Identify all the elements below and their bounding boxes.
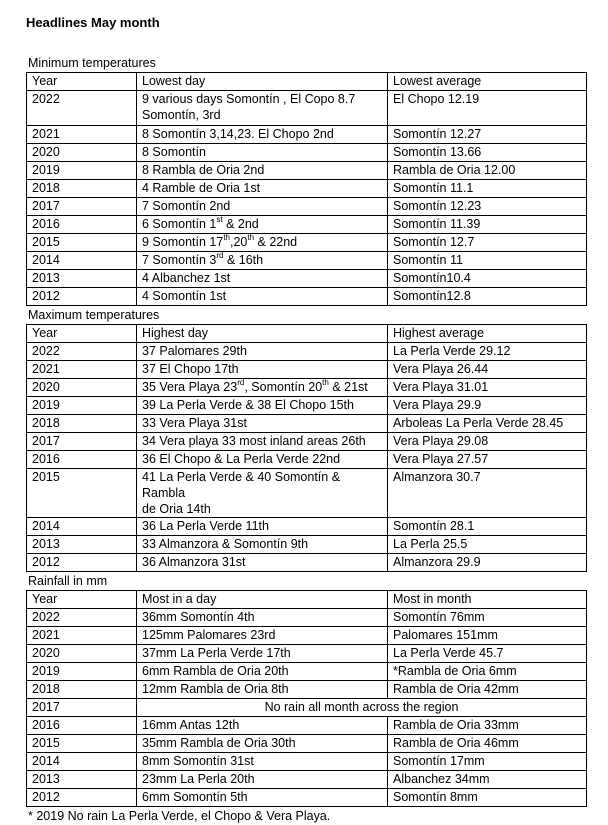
- average-cell: La Perla Verde 29.12: [388, 343, 587, 361]
- table-row: [27, 753, 587, 771]
- day-cell: 6 Somontín 1st & 2nd: [137, 216, 388, 234]
- table-row: [27, 451, 587, 469]
- merged-note-cell: No rain all month across the region: [137, 699, 587, 717]
- month-cell: Somontín 8mm: [388, 789, 587, 807]
- day-cell: 39 La Perla Verde & 38 El Chopo 15th: [137, 397, 388, 415]
- day-cell: 33 Almanzora & Somontín 9th: [137, 536, 388, 554]
- average-cell: Somontín 11: [388, 252, 587, 270]
- maximum-temperatures-heading: Maximum temperatures: [28, 308, 160, 322]
- average-cell: Rambla de Oria 12.00: [388, 162, 587, 180]
- year-cell: 2019: [27, 663, 137, 681]
- year-cell: 2018: [27, 415, 137, 433]
- day-cell: 37mm La Perla Verde 17th: [137, 645, 388, 663]
- day-cell: 33 Vera Playa 31st: [137, 415, 388, 433]
- day-cell: 8 Somontín 3,14,23. El Chopo 2nd: [137, 126, 388, 144]
- year-cell: 2014: [27, 252, 137, 270]
- footnote: * 2019 No rain La Perla Verde, el Chopo & Vera Playa.: [28, 809, 331, 823]
- year-cell: 2012: [27, 554, 137, 572]
- table-row: [27, 162, 587, 180]
- month-cell: Rambla de Oria 33mm: [388, 717, 587, 735]
- year-cell: 2016: [27, 216, 137, 234]
- table-row: [27, 717, 587, 735]
- day-cell: 37 El Chopo 17th: [137, 361, 388, 379]
- day-cell: 6mm Somontín 5th: [137, 789, 388, 807]
- year-cell: 2017: [27, 699, 137, 717]
- day-cell: 8mm Somontín 31st: [137, 753, 388, 771]
- day-cell: 9 Somontín 17th,20th & 22nd: [137, 234, 388, 252]
- table-row: [27, 699, 587, 717]
- day-cell: 36mm Somontín 4th: [137, 609, 388, 627]
- year-cell: 2022: [27, 343, 137, 361]
- day-cell: 8 Rambla de Oria 2nd: [137, 162, 388, 180]
- year-cell: 2017: [27, 198, 137, 216]
- year-cell: 2021: [27, 361, 137, 379]
- table-row: [27, 554, 587, 572]
- year-cell: 2015: [27, 735, 137, 753]
- header-cell: Year: [27, 591, 137, 609]
- average-cell: El Chopo 12.19: [388, 91, 587, 126]
- month-cell: Albanchez 34mm: [388, 771, 587, 789]
- day-cell: 9 various days Somontín , El Copo 8.7 Somontín, 3rd: [137, 91, 388, 126]
- header-cell: Year: [27, 73, 137, 91]
- header-cell: Highest average: [388, 325, 587, 343]
- average-cell: Somontín 12.27: [388, 126, 587, 144]
- day-cell: 36 El Chopo & La Perla Verde 22nd: [137, 451, 388, 469]
- table-row: [27, 288, 587, 306]
- year-cell: 2017: [27, 433, 137, 451]
- year-cell: 2015: [27, 469, 137, 518]
- average-cell: Vera Playa 29.9: [388, 397, 587, 415]
- header-cell: Highest day: [137, 325, 388, 343]
- average-cell: Somontín 13.66: [388, 144, 587, 162]
- day-cell: 36 La Perla Verde 11th: [137, 518, 388, 536]
- table-row: [27, 415, 587, 433]
- year-cell: 2022: [27, 609, 137, 627]
- table-row: [27, 609, 587, 627]
- page-title: Headlines May month: [26, 15, 160, 30]
- day-cell: 6mm Rambla de Oria 20th: [137, 663, 388, 681]
- year-cell: 2022: [27, 91, 137, 126]
- average-cell: Vera Playa 26.44: [388, 361, 587, 379]
- day-cell: 8 Somontín: [137, 144, 388, 162]
- table-header-row: [27, 591, 587, 609]
- header-cell: Lowest average: [388, 73, 587, 91]
- average-cell: Arboleas La Perla Verde 28.45: [388, 415, 587, 433]
- year-cell: 2013: [27, 536, 137, 554]
- maximum-temperatures-table: [26, 324, 587, 572]
- day-cell: 125mm Palomares 23rd: [137, 627, 388, 645]
- average-cell: La Perla 25.5: [388, 536, 587, 554]
- average-cell: Vera Playa 27.57: [388, 451, 587, 469]
- year-cell: 2020: [27, 645, 137, 663]
- table-row: [27, 216, 587, 234]
- table-row: [27, 91, 587, 126]
- year-cell: 2018: [27, 681, 137, 699]
- year-cell: 2020: [27, 379, 137, 397]
- table-row: [27, 518, 587, 536]
- average-cell: Somontín10.4: [388, 270, 587, 288]
- table-row: [27, 198, 587, 216]
- month-cell: Palomares 151mm: [388, 627, 587, 645]
- table-row: [27, 126, 587, 144]
- average-cell: Vera Playa 29.08: [388, 433, 587, 451]
- header-cell: Most in a day: [137, 591, 388, 609]
- year-cell: 2021: [27, 627, 137, 645]
- header-cell: Lowest day: [137, 73, 388, 91]
- month-cell: Somontín 17mm: [388, 753, 587, 771]
- table-row: [27, 361, 587, 379]
- table-header-row: [27, 73, 587, 91]
- year-cell: 2016: [27, 451, 137, 469]
- day-cell: 34 Vera playa 33 most inland areas 26th: [137, 433, 388, 451]
- day-cell: 16mm Antas 12th: [137, 717, 388, 735]
- average-cell: Almanzora 30.7: [388, 469, 587, 518]
- day-cell: 4 Albanchez 1st: [137, 270, 388, 288]
- year-cell: 2014: [27, 753, 137, 771]
- table-row: [27, 144, 587, 162]
- month-cell: La Perla Verde 45.7: [388, 645, 587, 663]
- day-cell: 7 Somontín 2nd: [137, 198, 388, 216]
- day-cell: 35mm Rambla de Oria 30th: [137, 735, 388, 753]
- average-cell: Vera Playa 31.01: [388, 379, 587, 397]
- day-cell: 4 Somontín 1st: [137, 288, 388, 306]
- average-cell: Somontín 12.23: [388, 198, 587, 216]
- table-row: [27, 379, 587, 397]
- year-cell: 2014: [27, 518, 137, 536]
- day-cell: 41 La Perla Verde & 40 Somontín & Rambla de Oria 14th: [137, 469, 388, 518]
- table-row: [27, 627, 587, 645]
- year-cell: 2013: [27, 270, 137, 288]
- table-row: [27, 771, 587, 789]
- table-row: [27, 645, 587, 663]
- year-cell: 2020: [27, 144, 137, 162]
- average-cell: Somontín 12.7: [388, 234, 587, 252]
- average-cell: Somontín12.8: [388, 288, 587, 306]
- table-row: [27, 681, 587, 699]
- day-cell: 36 Almanzora 31st: [137, 554, 388, 572]
- year-cell: 2016: [27, 717, 137, 735]
- minimum-temperatures-table: [26, 72, 587, 306]
- table-row: [27, 234, 587, 252]
- table-row: [27, 735, 587, 753]
- table-row: [27, 180, 587, 198]
- table-row: [27, 343, 587, 361]
- day-cell: 12mm Rambla de Oria 8th: [137, 681, 388, 699]
- year-cell: 2019: [27, 397, 137, 415]
- year-cell: 2012: [27, 789, 137, 807]
- year-cell: 2012: [27, 288, 137, 306]
- day-cell: 37 Palomares 29th: [137, 343, 388, 361]
- table-row: [27, 397, 587, 415]
- year-cell: 2018: [27, 180, 137, 198]
- year-cell: 2013: [27, 771, 137, 789]
- day-cell: 7 Somontín 3rd & 16th: [137, 252, 388, 270]
- year-cell: 2021: [27, 126, 137, 144]
- table-row: [27, 663, 587, 681]
- year-cell: 2015: [27, 234, 137, 252]
- month-cell: Rambla de Oria 46mm: [388, 735, 587, 753]
- table-row: [27, 252, 587, 270]
- day-cell: 4 Ramble de Oria 1st: [137, 180, 388, 198]
- rainfall-table: [26, 590, 587, 807]
- table-row: [27, 270, 587, 288]
- header-cell: Most in month: [388, 591, 587, 609]
- day-cell: 23mm La Perla 20th: [137, 771, 388, 789]
- month-cell: Rambla de Oria 42mm: [388, 681, 587, 699]
- month-cell: Somontín 76mm: [388, 609, 587, 627]
- average-cell: Somontín 11.39: [388, 216, 587, 234]
- year-cell: 2019: [27, 162, 137, 180]
- table-row: [27, 433, 587, 451]
- month-cell: *Rambla de Oria 6mm: [388, 663, 587, 681]
- rainfall-heading: Rainfall in mm: [28, 574, 108, 588]
- average-cell: Almanzora 29.9: [388, 554, 587, 572]
- average-cell: Somontín 11.1: [388, 180, 587, 198]
- day-cell: 35 Vera Playa 23rd, Somontín 20th & 21st: [137, 379, 388, 397]
- table-header-row: [27, 325, 587, 343]
- table-row: [27, 789, 587, 807]
- average-cell: Somontín 28.1: [388, 518, 587, 536]
- header-cell: Year: [27, 325, 137, 343]
- minimum-temperatures-heading: Minimum temperatures: [28, 56, 156, 70]
- table-row: [27, 536, 587, 554]
- table-row: [27, 469, 587, 518]
